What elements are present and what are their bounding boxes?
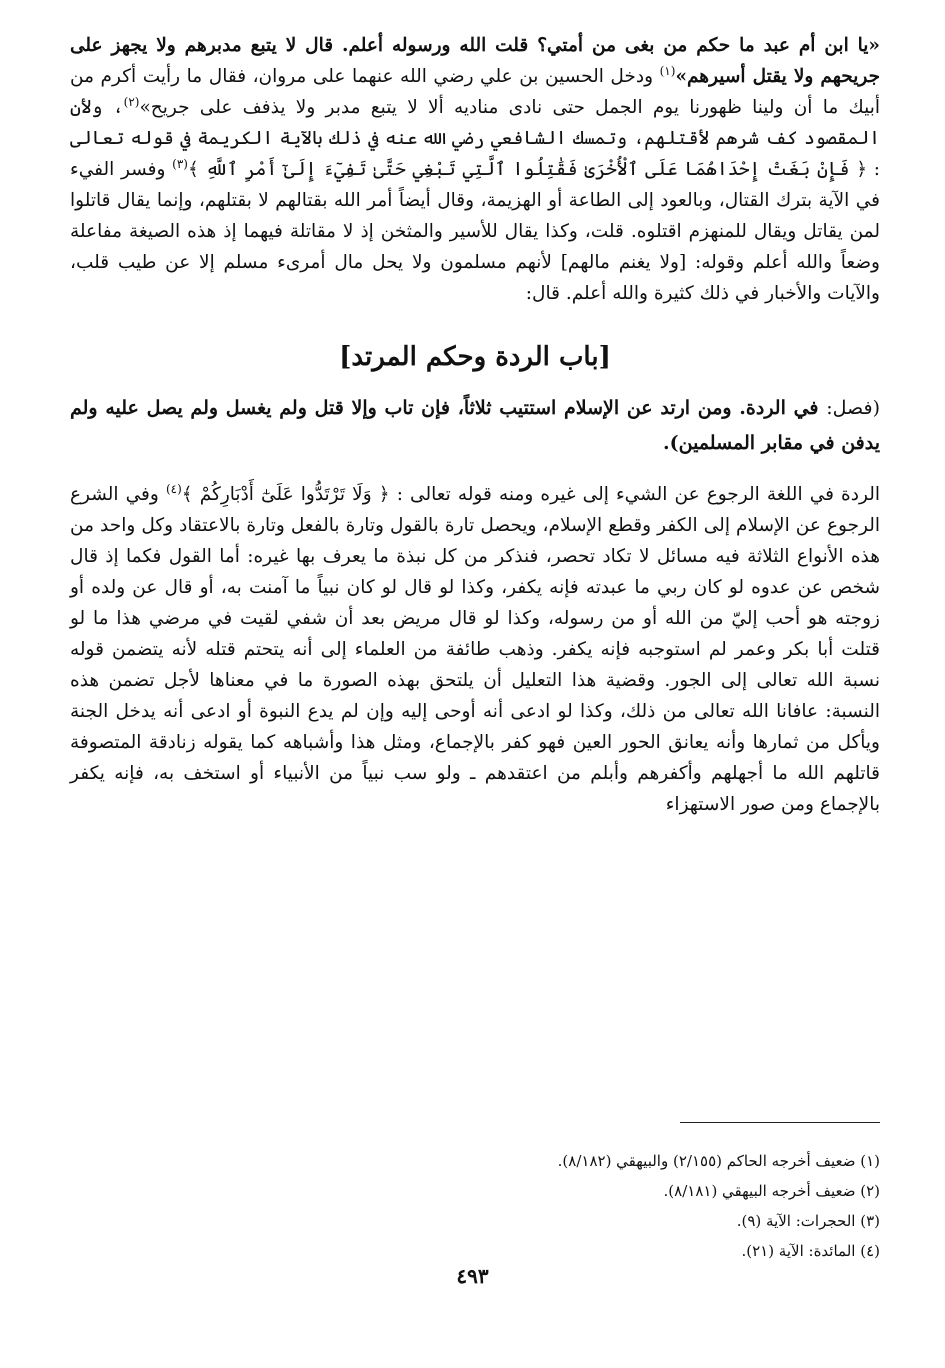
footnote-ref-3: (٣) — [172, 156, 188, 171]
matn-text: في الردة. ومن ارتد عن الإسلام استتيب ثلاثاً، فإن تاب وإلا قتل ولم يغسل ولم يصل عليه ولم يدفن في مقابر المسلمين). — [70, 397, 880, 454]
footnote-ref-4: (٤) — [165, 481, 182, 496]
footnote-2: (٢) ضعيف أخرجه البيهقي (٨/١٨١). — [663, 1182, 880, 1200]
commentary-text-a: الردة في اللغة الرجوع عن الشيء إلى غيره ومنه قوله تعالى : — [396, 484, 880, 505]
book-page — [70, 30, 880, 1330]
hadith-quote: «يا ابن أم عبد ما حكم من بغى من أمتي؟ قلت الله ورسوله أعلم. قال لا يتبع مدبرهم ولا يجهز على جريحهم ولا يقتل أسيرهم» — [70, 35, 881, 87]
footnote-3: (٣) الحجرات: الآية (٩). — [736, 1212, 880, 1230]
matn-paragraph — [70, 391, 880, 461]
chapter-title: [باب الردة وحكم المرتد] — [339, 342, 611, 372]
quran-verse-hujurat: ﴿ فَإِنْ بَغَتْ إِحْدَاهُمَا عَلَى ٱلْأُخْرَىٰ فَقَٰتِلُوا ٱلَّتِي تَبْغِي حَتَّىٰ تَفِيٓءَ إِلَىٰٓ أَمْرِ ٱللَّهِ ﴾ — [187, 159, 868, 180]
commentary-paragraph — [70, 479, 880, 820]
fasl-label: (فصل: — [826, 397, 880, 419]
commentary-text-b: وفي الشرع الرجوع عن الإسلام إلى الكفر وقطع الإسلام، ويحصل تارة بالقول وتارة بالفعل وتارة بالاعتقاد وكل واحد من هذه الأنواع الثلاثة فيه مسائل لا تكاد تحصر، فنذكر من كل نبذة ما يعرف بها غيره: أما القول فكما إذ قال شخص عن عدوه لو كان ربي ما عبدته فإنه يكفر، وكذا لو قال لو كان نبياً ما آمنت به، أو قال عن ولده أو زوجته هو أحب إليّ من الله أو من رسوله، وكذا لو قال مريض بعد أن شفي لقيت في مرضي هذا ما لو قتلت أبا بكر وعمر لم استوجبه فإنه يكفر. وذهب طائفة من العلماء إلى أنه يتحتم قتله لأنه يتضمن قوله نسبة الله تعالى إلى الجور. وقضية هذا التعليل أن يلتحق بهذه الصورة ما في معناها لأجل تضمن هذه النسبة: عافانا الله تعالى من ذلك، وكذا لو ادعى أنه أوحى إليه وإن لم يدع النبوة أو ادعى أنه يدخل الجنة ويأكل من ثمارها وأنه يعانق الحور العين فهو كفر بالإجماع، ومثل هذا وأشباهه كما يقوله زنادقة المتصوفة قاتلهم الله ما أجهلهم وأكفرهم وأبلم من اعتقدهم ـ ولو سب نبياً من الأنبياء أو استخف به، فإنه يكفر بالإجماع ومن صور الاستهزاء — [70, 484, 880, 815]
opening-paragraph — [70, 30, 880, 309]
footnote-4: (٤) المائدة: الآية (٢١). — [741, 1242, 880, 1260]
footnote-ref-2: (٢) — [123, 94, 140, 109]
footnote-ref-1: (١) — [659, 63, 676, 78]
opening-text-b: ، ولأن المقصود كف شرهم لأقتلهم، وتمسك الشافعي رضي الله عنه في ذلك بالآية الكريمة في قوله تعالى : — [70, 97, 880, 180]
quran-verse-maidah: ﴿ وَلَا تَرْتَدُّوا عَلَىٰٓ أَدْبَارِكُمْ ﴾ — [181, 484, 390, 505]
footnote-divider — [680, 1122, 880, 1123]
opening-text-a: ودخل الحسين بن علي رضي الله عنهما على مروان، فقال ما رأيت أكرم من أبيك ما أن ولينا ظهورنا يوم الجمل حتى نادى مناديه ألا لا يتبع مدبر ولا يذفف على جريح» — [70, 66, 880, 118]
footnote-1: (١) ضعيف أخرجه الحاكم (٢/١٥٥) والبيهقي (٨/١٨٢). — [557, 1152, 880, 1170]
page-number: ٤٩٣ — [456, 1264, 489, 1288]
opening-text-c: وفسر الفيء في الآية بترك القتال، وبالعود إلى الطاعة أو الهزيمة، وقال أيضاً أمر الله بقتالهم لا بقتلهم، وإنما يقال قاتلوا لمن يقاتل ويقال للمنهزم اقتلوه. قلت، وكذا يقال للأسير والمثخن إذ لا مقاتلة فيهما إذ هذه الصيغة مفاعلة وضعاً والله أعلم وقوله: [ولا يغنم مالهم] لأنهم مسلمون ولا يحل مال أمرىء مسلم إلا عن طيب قلب، والآيات والأخبار في ذلك كثيرة والله أعلم. قال: — [70, 159, 880, 304]
footnotes-section — [70, 1148, 880, 1268]
